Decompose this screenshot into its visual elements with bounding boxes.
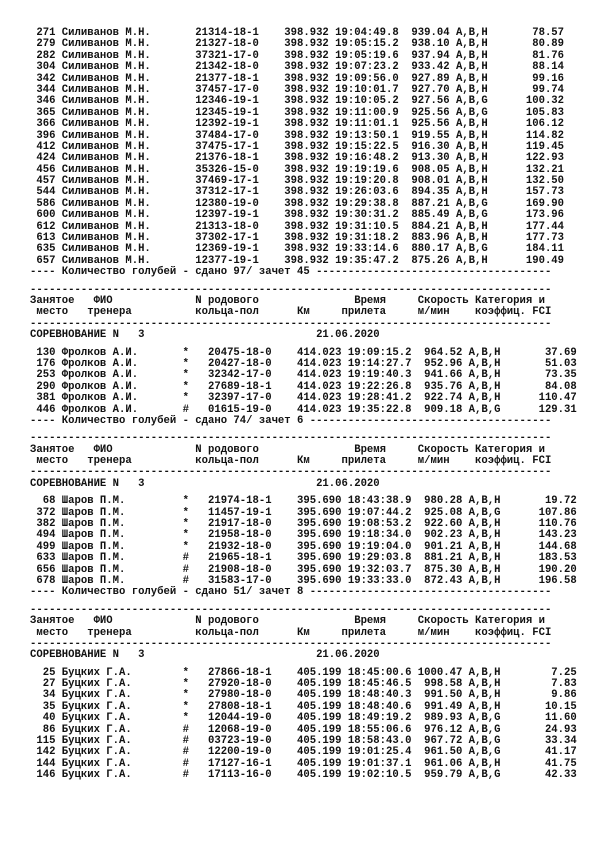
- competition-title: СОРЕВНОВАНИЕ N 3 21.06.2020: [30, 329, 380, 342]
- result-row: 86 Буцких Г.А. # 12068-19-0 405.199 18:55:06.6 976.12 A,B,G 24.93: [30, 723, 577, 736]
- result-row: 342 Силиванов М.Н. 21377-18-1 398.932 19:09:56.0 927.89 A,B,H 99.16: [30, 72, 565, 85]
- result-row: 499 Шаров П.М. * 21932-18-0 395.690 19:19:04.0 901.21 A,B,H 144.68: [30, 540, 577, 553]
- summary-line: ---- Количество голубей - сдано 97/ зачет 45 -------------------------------------: [30, 266, 552, 279]
- result-row: 381 Фролков А.И. * 32397-17-0 414.023 19:28:41.2 922.74 A,B,H 110.47: [30, 392, 577, 405]
- result-row: 279 Силиванов М.Н. 21327-18-0 398.932 19:05:15.2 938.10 A,B,H 80.89: [30, 38, 565, 51]
- result-row: 344 Силиванов М.Н. 37457-17-0 398.932 19:10:01.7 927.70 A,B,H 99.74: [30, 83, 565, 96]
- result-row: 25 Буцких Г.А. * 27866-18-1 405.199 18:45:00.6 1000.47 A,B,H 7.25: [30, 666, 577, 679]
- separator-line: ----------------------------------------------------------------------------------: [30, 603, 552, 616]
- result-row: 34 Буцких Г.А. * 27980-18-0 405.199 18:48:40.3 991.50 A,B,H 9.86: [30, 689, 577, 702]
- result-row: 657 Силиванов М.Н. 12377-19-1 398.932 19:35:47.2 875.26 A,B,H 190.49: [30, 254, 565, 267]
- result-row: 304 Силиванов М.Н. 21342-18-0 398.932 19:07:23.2 933.42 A,B,H 88.14: [30, 61, 565, 74]
- result-row: 494 Шаров П.М. * 21958-18-0 395.690 19:18:34.0 902.23 A,B,H 143.23: [30, 529, 577, 542]
- result-row: 253 Фролков А.И. * 32342-17-0 414.023 19:19:40.3 941.66 A,B,H 73.35: [30, 369, 577, 382]
- result-row: 633 Шаров П.М. # 21965-18-1 395.690 19:29:03.8 881.21 A,B,H 183.53: [30, 552, 577, 565]
- result-row: 600 Силиванов М.Н. 12397-19-1 398.932 19:30:31.2 885.49 A,B,G 173.96: [30, 209, 565, 222]
- result-row: 35 Буцких Г.А. * 27808-18-1 405.199 18:48:40.6 991.49 A,B,H 10.15: [30, 700, 577, 713]
- column-header: место тренера кольца-пол Км прилета м/мин коэффиц. FCI: [30, 455, 552, 468]
- result-row: 382 Шаров П.М. * 21917-18-0 395.690 19:08:53.2 922.60 A,B,H 110.76: [30, 518, 577, 531]
- results-sheet: [30, 27, 577, 782]
- result-row: 142 Буцких Г.А. # 12200-19-0 405.199 19:01:25.4 961.50 A,B,G 41.17: [30, 746, 577, 759]
- result-row: 612 Силиванов М.Н. 21313-18-0 398.932 19:31:10.5 884.21 A,B,H 177.44: [30, 220, 565, 233]
- result-row: 372 Шаров П.М. * 11457-19-1 395.690 19:07:44.2 925.08 A,B,G 107.86: [30, 506, 577, 519]
- separator-line: ----------------------------------------------------------------------------------: [30, 466, 552, 479]
- result-row: 446 Фролков А.И. # 01615-19-0 414.023 19:35:22.8 909.18 A,B,G 129.31: [30, 403, 577, 416]
- result-row: 635 Силиванов М.Н. 12369-19-1 398.932 19:33:14.6 880.17 A,B,G 184.11: [30, 243, 565, 256]
- competition-title: СОРЕВНОВАНИЕ N 3 21.06.2020: [30, 477, 380, 490]
- separator-line: ----------------------------------------------------------------------------------: [30, 637, 552, 650]
- result-row: 586 Силиванов М.Н. 12380-19-0 398.932 19:29:38.8 887.21 A,B,G 169.90: [30, 197, 565, 210]
- result-row: 130 Фролков А.И. * 20475-18-0 414.023 19:09:15.2 964.52 A,B,H 37.69: [30, 346, 577, 359]
- result-row: 40 Буцких Г.А. * 12044-19-0 405.199 18:49:19.2 989.93 A,B,G 11.60: [30, 712, 577, 725]
- summary-line: ---- Количество голубей - сдано 51/ зачет 8 --------------------------------------: [30, 586, 552, 599]
- result-row: 176 Фролков А.И. * 20427-18-0 414.023 19:14:27.7 952.96 A,B,H 51.03: [30, 357, 577, 370]
- result-row: 678 Шаров П.М. # 31583-17-0 395.690 19:33:33.0 872.43 A,B,H 196.58: [30, 574, 577, 587]
- column-header: место тренера кольца-пол Км прилета м/мин коэффиц. FCI: [30, 626, 552, 639]
- separator-line: ----------------------------------------------------------------------------------: [30, 432, 552, 445]
- result-row: 146 Буцких Г.А. # 17113-16-0 405.199 19:02:10.5 959.79 A,B,G 42.33: [30, 769, 577, 782]
- column-header: Занятое ФИО N родового Время Скорость Категория и: [30, 443, 545, 456]
- summary-line: ---- Количество голубей - сдано 74/ зачет 6 --------------------------------------: [30, 414, 552, 427]
- result-row: 271 Силиванов М.Н. 21314-18-1 398.932 19:04:49.8 939.04 A,B,H 78.57: [30, 27, 565, 39]
- result-row: 656 Шаров П.М. # 21908-18-0 395.690 19:32:03.7 875.30 A,B,H 190.20: [30, 563, 577, 576]
- column-header: Занятое ФИО N родового Время Скорость Категория и: [30, 615, 545, 628]
- result-row: 365 Силиванов М.Н. 12345-19-1 398.932 19:11:00.9 925.56 A,B,G 105.83: [30, 106, 565, 119]
- result-row: 424 Силиванов М.Н. 21376-18-1 398.932 19:16:48.2 913.30 A,B,H 122.93: [30, 152, 565, 165]
- result-row: 396 Силиванов М.Н. 37484-17-0 398.932 19:13:50.1 919.55 A,B,H 114.82: [30, 129, 565, 142]
- result-row: 27 Буцких Г.А. * 27920-18-0 405.199 18:45:46.5 998.58 A,B,H 7.83: [30, 678, 577, 691]
- result-row: 68 Шаров П.М. * 21974-18-1 395.690 18:43:38.9 980.28 A,B,H 19.72: [30, 495, 577, 508]
- result-row: 290 Фролков А.И. * 27689-18-1 414.023 19:22:26.8 935.76 A,B,H 84.08: [30, 380, 577, 393]
- competition-title: СОРЕВНОВАНИЕ N 3 21.06.2020: [30, 649, 380, 662]
- result-row: 366 Силиванов М.Н. 12392-19-1 398.932 19:11:01.1 925.56 A,B,H 106.12: [30, 118, 565, 131]
- result-row: 544 Силиванов М.Н. 37312-17-1 398.932 19:26:03.6 894.35 A,B,H 157.73: [30, 186, 565, 199]
- result-row: 115 Буцких Г.А. # 03723-19-0 405.199 18:58:43.0 967.72 A,B,G 33.34: [30, 735, 577, 748]
- result-row: 613 Силиванов М.Н. 37302-17-1 398.932 19:31:18.2 883.96 A,B,H 177.73: [30, 232, 565, 245]
- column-header: место тренера кольца-пол Км прилета м/мин коэффиц. FCI: [30, 306, 552, 319]
- result-row: 144 Буцких Г.А. # 17127-16-1 405.199 19:01:37.1 961.06 A,B,H 41.75: [30, 757, 577, 770]
- result-row: 412 Силиванов М.Н. 37475-17-1 398.932 19:15:22.5 916.30 A,B,H 119.45: [30, 140, 565, 153]
- result-row: 346 Силиванов М.Н. 12346-19-1 398.932 19:10:05.2 927.56 A,B,G 100.32: [30, 95, 565, 108]
- results-listing: [30, 27, 577, 782]
- result-row: 456 Силиванов М.Н. 35326-15-0 398.932 19:19:19.6 908.05 A,B,H 132.21: [30, 163, 565, 176]
- result-row: 457 Силиванов М.Н. 37469-17-1 398.932 19:19:20.8 908.01 A,B,H 132.50: [30, 175, 565, 188]
- separator-line: ----------------------------------------------------------------------------------: [30, 317, 552, 330]
- separator-line: ----------------------------------------------------------------------------------: [30, 283, 552, 296]
- column-header: Занятое ФИО N родового Время Скорость Категория и: [30, 294, 545, 307]
- result-row: 282 Силиванов М.Н. 37321-17-0 398.932 19:05:19.6 937.94 A,B,H 81.76: [30, 49, 565, 62]
